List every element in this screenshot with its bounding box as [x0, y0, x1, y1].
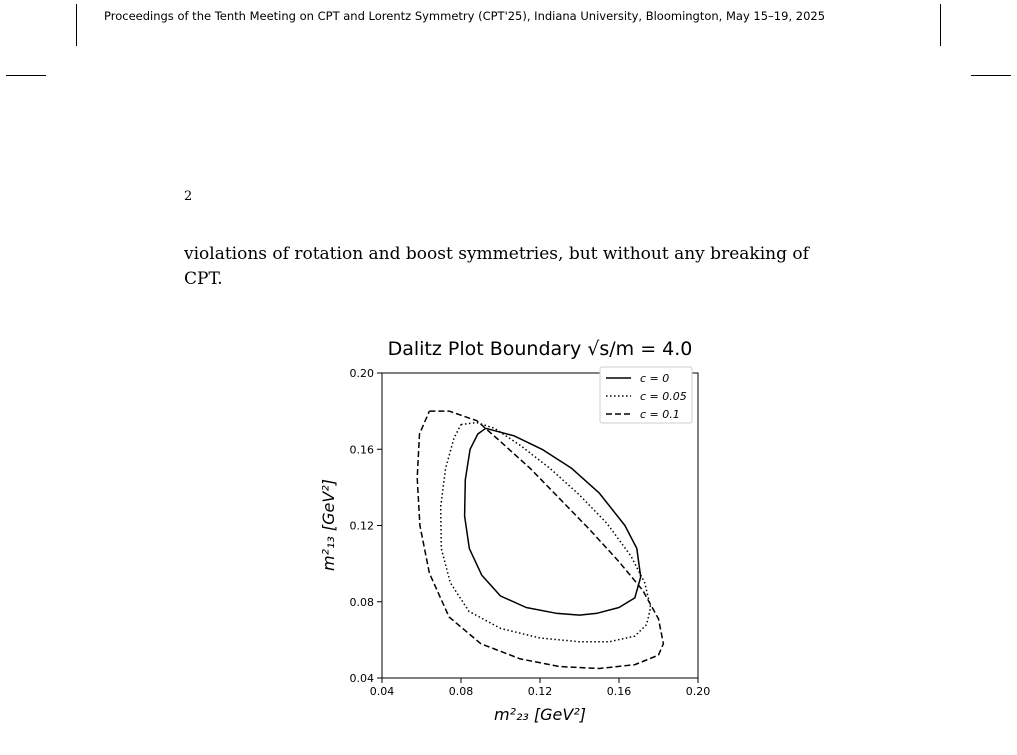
x-tick-label: 0.16: [606, 685, 632, 698]
y-axis-label: m²₁₃ [GeV²]: [319, 479, 338, 571]
x-axis-label: m²₂₃ [GeV²]: [494, 705, 586, 724]
left-margin-rule: [76, 4, 77, 46]
x-axis-ticks: [370, 678, 711, 698]
curve-series-1: [441, 423, 651, 642]
dalitz-plot-figure: [300, 330, 720, 730]
curve-series-0: [465, 428, 641, 615]
running-head: Proceedings of the Tenth Meeting on CPT and Lorentz Symmetry (CPT'25), Indiana University, Bloomington, May 15–19, 2025: [104, 9, 826, 23]
legend-label-1: c = 0.05: [640, 390, 687, 403]
y-tick-label: 0.12: [349, 519, 374, 533]
y-axis-ticks: [350, 367, 383, 685]
legend-label-2: c = 0.1: [640, 408, 680, 421]
y-tick-label: 0.16: [349, 443, 374, 457]
x-tick-label: 0.20: [685, 685, 711, 698]
chart-title: Dalitz Plot Boundary √s/m = 4.0: [387, 338, 693, 360]
page-number: 2: [184, 189, 193, 204]
x-tick-label: 0.12: [527, 685, 553, 698]
boundary-curves: [417, 411, 663, 668]
right-margin-rule: [940, 4, 941, 46]
y-tick-label: 0.04: [349, 672, 374, 685]
legend: [600, 367, 692, 423]
curve-series-2: [417, 411, 663, 668]
paragraph-line-1: violations of rotation and boost symmetries, but without any breaking of: [184, 244, 809, 264]
y-tick-label: 0.08: [349, 595, 374, 609]
right-crop-mark: [971, 75, 1011, 76]
legend-label-0: c = 0: [640, 372, 670, 385]
y-tick-label: 0.20: [349, 367, 374, 380]
x-tick-label: 0.08: [448, 685, 474, 698]
body-paragraph: [184, 242, 844, 292]
left-crop-mark: [6, 75, 46, 76]
x-tick-label: 0.04: [369, 685, 395, 698]
paragraph-line-2: CPT.: [184, 269, 223, 289]
